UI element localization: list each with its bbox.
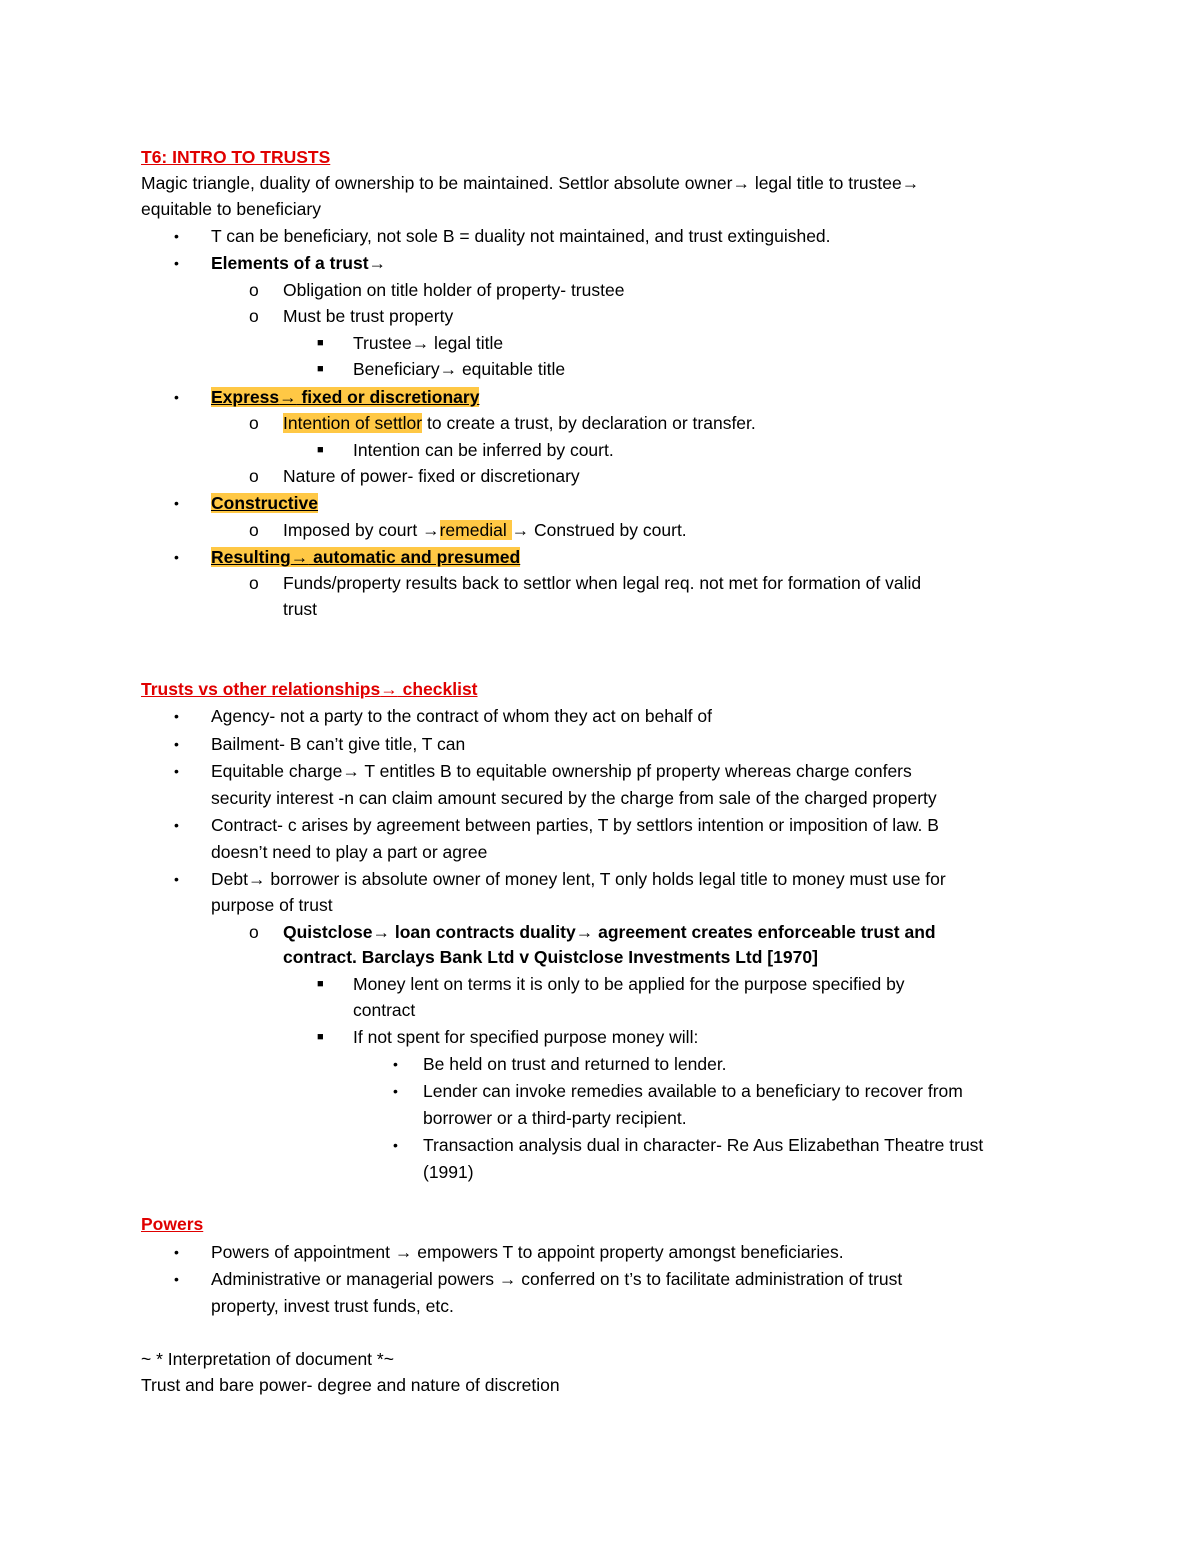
list-item: Intention of settlor to create a trust, by declaration or transfer. [283,413,756,433]
sub-bullet-icon: o [249,413,259,433]
section-title-intro-trusts: T6: INTRO TO TRUSTS [141,147,331,167]
list-item: Funds/property results back to settlor when legal req. not met for formation of valid [283,573,922,593]
sub-bullet-icon: o [249,466,259,486]
intro-line-1: Magic triangle, duality of ownership to be maintained. Settlor absolute owner→ legal title to trustee→ [141,173,920,193]
list-item-express [211,386,479,408]
list-item-constructive [211,492,318,514]
arrow-icon: → [732,173,750,193]
section-title-trusts-vs-other: Trusts vs other relationships→ checklist [141,679,478,699]
arrow-icon: → [439,359,458,379]
list-item: Lender can invoke remedies available to a beneficiary to recover from [423,1081,963,1101]
list-item-continuation: (1991) [423,1162,474,1182]
arrow-icon: → [394,1242,413,1262]
list-item: Contract- c arises by agreement between parties, T by settlors intention or imposition of law. B [211,815,939,835]
arrow-icon: → [380,679,398,699]
bullet-icon: • [174,549,179,565]
list-item: Trustee→ legal title [353,333,504,353]
arrow-icon: → [901,173,920,193]
sub-bullet-icon: o [249,520,259,540]
highlight: Resulting→ automatic and presumed [211,547,521,567]
list-item: Transaction analysis dual in character- Re Aus Elizabethan Theatre trust [423,1135,984,1155]
list-item-continuation: trust [283,599,318,619]
list-item: Agency- not a party to the contract of whom they act on behalf of [211,706,712,726]
note-interpretation: ~ * Interpretation of document *~ [141,1349,394,1369]
bullet-icon: • [174,389,179,405]
arrow-icon: → [511,520,530,540]
bullet-icon: • [174,763,179,779]
list-item: Bailment- B can’t give title, T can [211,734,466,754]
list-item: Intention can be inferred by court. [353,440,614,460]
arrow-icon: → [372,922,390,942]
list-item: Money lent on terms it is only to be applied for the purpose specified by [353,974,905,994]
bullet-icon: • [174,255,179,271]
bullet-icon: • [393,1083,398,1099]
list-item: T can be beneficiary, not sole B = duality not maintained, and trust extinguished. [211,226,831,246]
list-item: Beneficiary→ equitable title [353,359,566,379]
list-item: Powers of appointment → empowers T to appoint property amongst beneficiaries. [211,1242,844,1262]
note-trust-bare-power: Trust and bare power- degree and nature of discretion [141,1375,560,1395]
arrow-icon: → [498,1269,517,1289]
square-bullet-icon: ■ [317,1031,324,1043]
highlight: Intention of settlor [283,413,423,433]
list-item: Debt→ borrower is absolute owner of money lent, T only holds legal title to money must use for [211,869,946,889]
list-item-continuation: purpose of trust [211,895,333,915]
list-item-continuation: borrower or a third-party recipient. [423,1108,687,1128]
arrow-icon: → [279,387,297,407]
list-item-continuation: security interest -n can claim amount secured by the charge from sale of the charged property [211,788,937,808]
bullet-icon: • [174,871,179,887]
list-item-continuation: doesn’t need to play a part or agree [211,842,488,862]
list-item: If not spent for specified purpose money will: [353,1027,699,1047]
arrow-icon: → [575,922,594,942]
arrow-icon: → [368,253,387,273]
square-bullet-icon: ■ [317,337,324,349]
bullet-icon: • [174,736,179,752]
arrow-icon: → [247,869,266,889]
section-title-powers: Powers [141,1214,204,1234]
list-item-continuation: contract [353,1000,416,1020]
highlight: remedial [439,520,512,540]
list-item-continuation: property, invest trust funds, etc. [211,1296,454,1316]
list-item: Must be trust property [283,306,454,326]
sub-bullet-icon: o [249,280,259,300]
intro-line-2: equitable to beneficiary [141,199,321,219]
sub-bullet-icon: o [249,306,259,326]
list-item: Administrative or managerial powers → conferred on t’s to facilitate administration of trust [211,1269,903,1289]
bullet-icon: • [174,817,179,833]
bullet-icon: • [174,228,179,244]
bullet-icon: • [393,1137,398,1153]
arrow-icon: → [411,333,430,353]
list-item: Imposed by court →remedial → Construed by court. [283,520,687,540]
bullet-icon: • [174,1271,179,1287]
list-item: Nature of power- fixed or discretionary [283,466,580,486]
list-item-resulting [211,546,520,568]
bullet-icon: • [393,1056,398,1072]
square-bullet-icon: ■ [317,444,324,456]
list-item-elements-of-trust: Elements of a trust→ [211,253,387,273]
arrow-icon: → [422,520,440,540]
sub-bullet-icon: o [249,573,259,593]
list-item: Obligation on title holder of property- trustee [283,280,625,300]
list-item: Be held on trust and returned to lender. [423,1054,727,1074]
bullet-icon: • [174,495,179,511]
highlight: Express→ fixed or discretionary [211,387,480,407]
square-bullet-icon: ■ [317,978,324,990]
arrow-icon: → [342,761,360,781]
square-bullet-icon: ■ [317,363,324,375]
arrow-icon: → [290,547,309,567]
list-item-quistclose: Quistclose→ loan contracts duality→ agreement creates enforceable trust and [283,922,936,942]
list-item: Equitable charge→ T entitles B to equitable ownership pf property whereas charge confers [211,761,912,781]
list-item-continuation: contract. Barclays Bank Ltd v Quistclose Investments Ltd [1970] [283,947,818,967]
bullet-icon: • [174,708,179,724]
highlight: Constructive [211,493,318,513]
sub-bullet-icon: o [249,922,259,942]
bullet-icon: • [174,1244,179,1260]
